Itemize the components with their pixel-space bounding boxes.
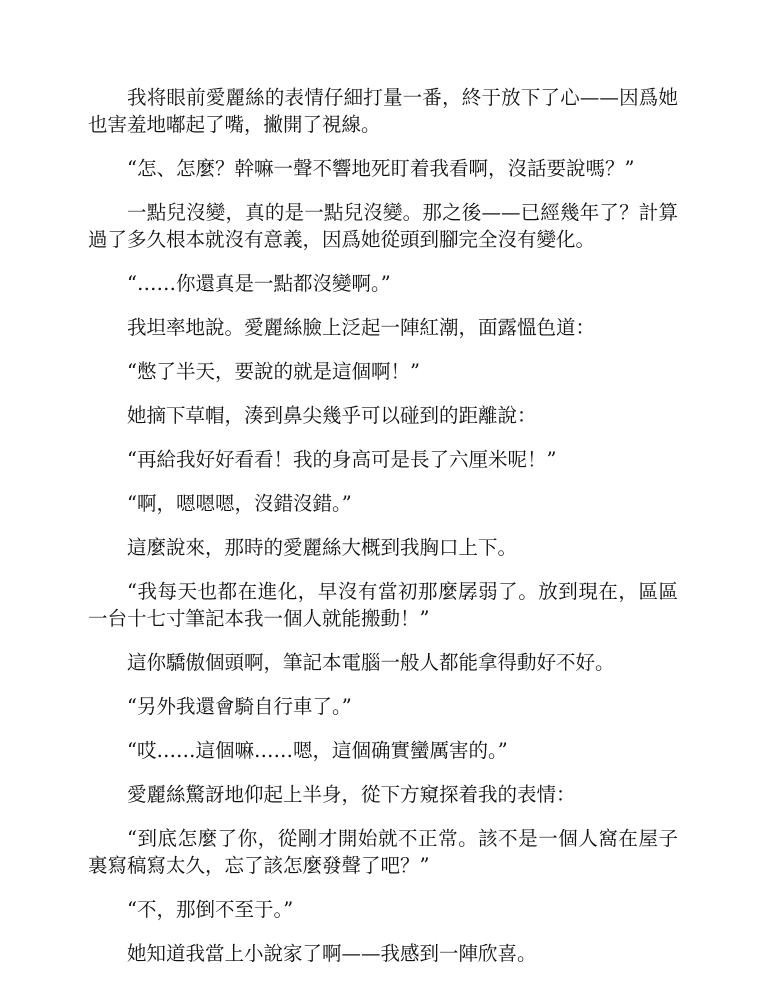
paragraph-10: 這麼說來，那時的愛麗絲大概到我胸口上下。: [127, 536, 518, 559]
paragraph-11: “我每天也都在進化，早沒有當初那麼孱弱了。放到現在，區區一台十七寸筆記本我一個人就能搬動！”: [88, 580, 678, 630]
paragraph-4: “……你還真是一點都沒變啊。”: [127, 272, 391, 295]
document-page: [88, 84, 678, 984]
paragraph-5: 我坦率地說。愛麗絲臉上泛起一陣紅潮，面露慍色道：: [127, 316, 596, 339]
paragraph-14: “哎……這個嘛……嗯，這個确實蠻厲害的。”: [127, 739, 508, 762]
paragraph-1: 我将眼前愛麗絲的表情仔細打量一番，終于放下了心——因爲她也害羞地嘟起了嘴，撇開了視線。: [88, 86, 678, 136]
paragraph-9: “啊，嗯嗯嗯，沒錯沒錯。”: [127, 492, 352, 515]
paragraph-6: “憋了半天，要說的就是這個啊！”: [127, 360, 420, 383]
paragraph-13: “另外我還會騎自行車了。”: [127, 695, 352, 718]
paragraph-12: 這你驕傲個頭啊，筆記本電腦一般人都能拿得動好不好。: [127, 651, 615, 674]
paragraph-17: “不，那倒不至于。”: [127, 898, 294, 921]
paragraph-7: 她摘下草帽，湊到鼻尖幾乎可以碰到的距離說：: [127, 404, 537, 427]
paragraph-3: 一點兒沒變，真的是一點兒沒變。那之後——已經幾年了？計算過了多久根本就沒有意義，因爲她從頭到腳完全沒有變化。: [88, 201, 678, 251]
paragraph-15: 愛麗絲驚訝地仰起上半身，從下方窺探着我的表情：: [127, 783, 576, 806]
paragraph-18: 她知道我當上小說家了啊——我感到一陣欣喜。: [127, 942, 537, 965]
paragraph-2: “怎、怎麼？幹嘛一聲不響地死盯着我看啊，沒話要說嗎？”: [127, 157, 635, 180]
paragraph-8: “再給我好好看看！我的身高可是長了六厘米呢！”: [127, 448, 557, 471]
paragraph-16: “到底怎麼了你，從剛才開始就不正常。該不是一個人窩在屋子裏寫稿寫太久，忘了該怎麼發聲了吧？”: [88, 827, 678, 877]
